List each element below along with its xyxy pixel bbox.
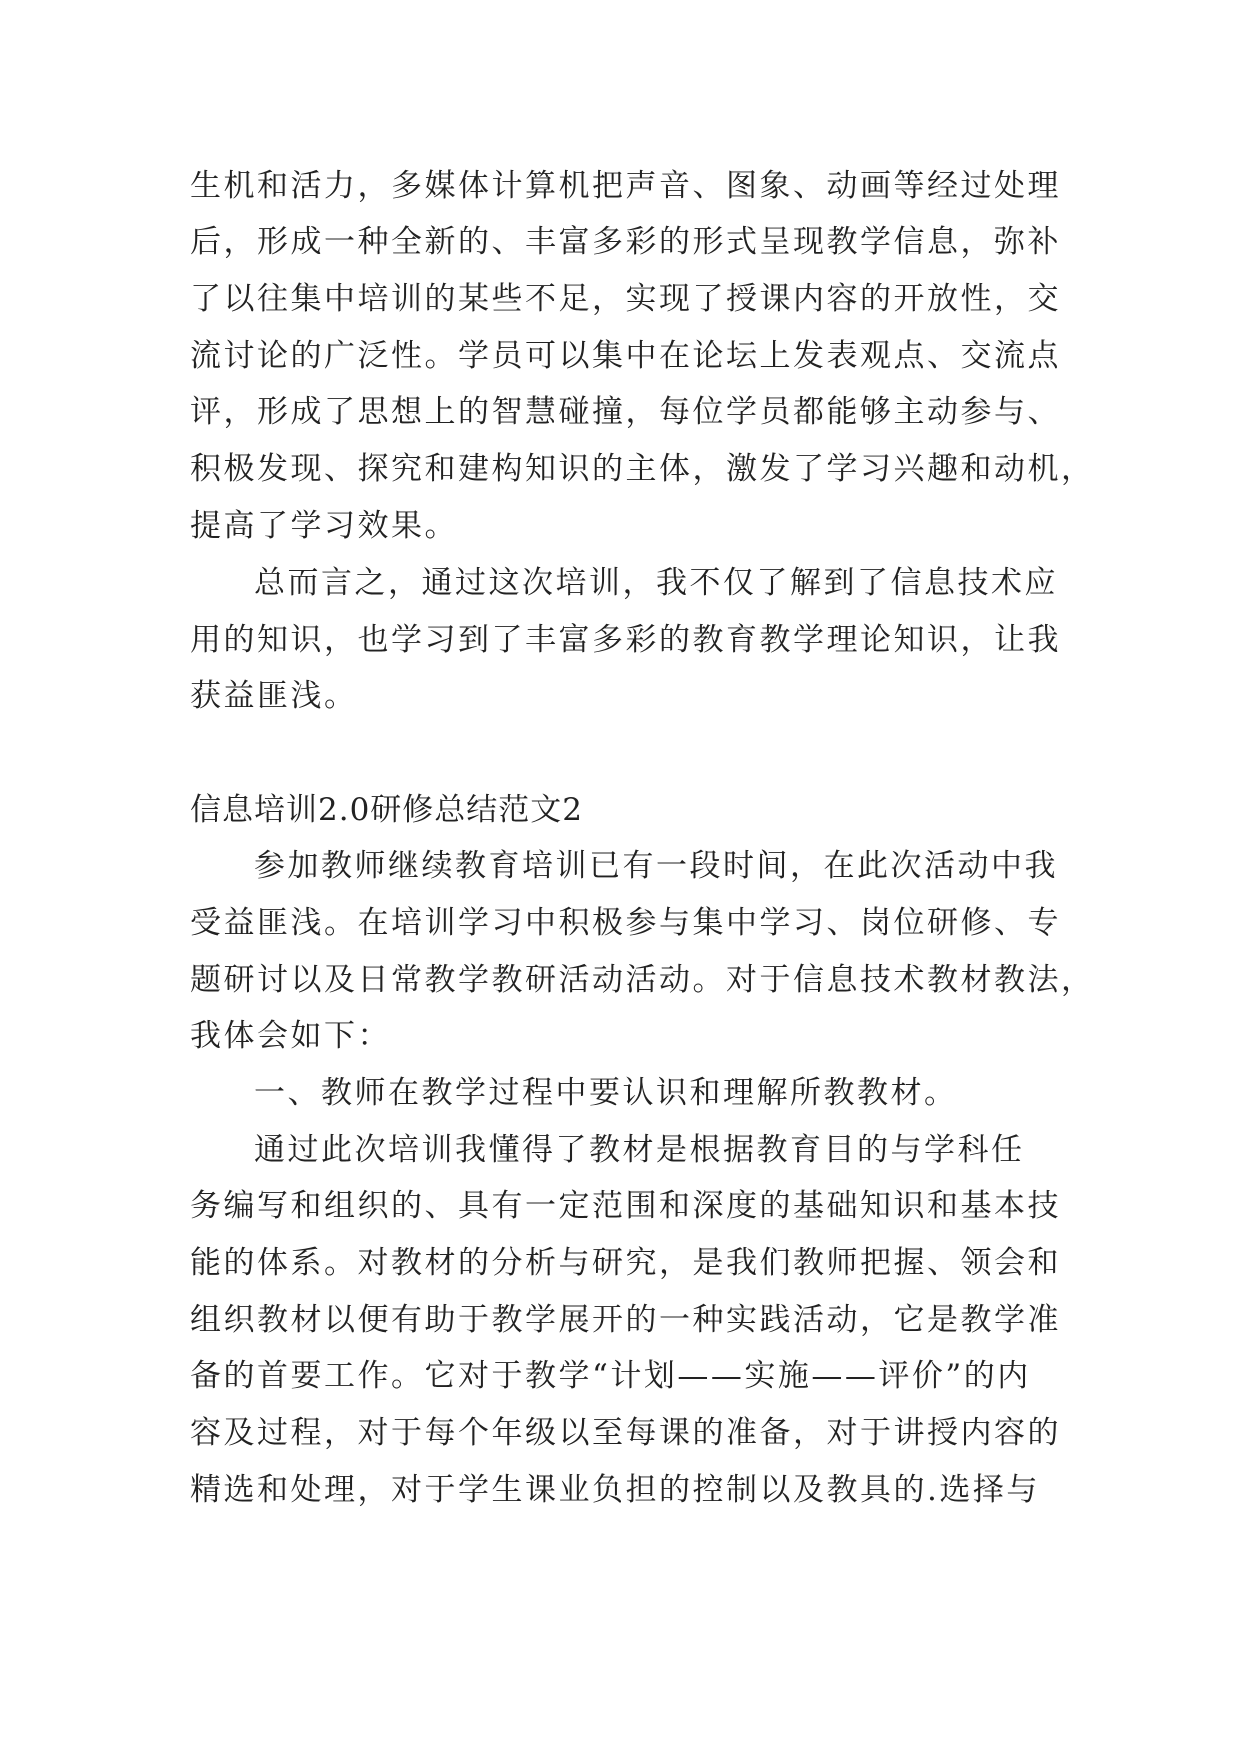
paragraph-line: 后，形成一种全新的、丰富多彩的形式呈现教学信息，弥补 — [190, 224, 1061, 260]
paragraph-line: 生机和活力，多媒体计算机把声音、图象、动画等经过处理 — [190, 168, 1061, 204]
paragraph-line: 评，形成了思想上的智慧碰撞，每位学员都能够主动参与、 — [190, 394, 1061, 430]
paragraph-line: 总而言之，通过这次培训，我不仅了解到了信息技术应 — [254, 565, 1058, 601]
paragraph-line: 提高了学习效果。 — [190, 508, 458, 544]
paragraph-line: 备的首要工作。它对于教学“计划——实施——评价”的内 — [190, 1358, 1031, 1394]
paragraph-line: 用的知识，也学习到了丰富多彩的教育教学理论知识，让我 — [190, 622, 1061, 658]
paragraph-line: 能的体系。对教材的分析与研究，是我们教师把握、领会和 — [190, 1245, 1061, 1281]
paragraph-line: 了以往集中培训的某些不足，实现了授课内容的开放性，交 — [190, 281, 1061, 317]
paragraph-line: 组织教材以便有助于教学展开的一种实践活动，它是教学准 — [190, 1302, 1061, 1338]
paragraph-line: 流讨论的广泛性。学员可以集中在论坛上发表观点、交流点 — [190, 338, 1061, 374]
paragraph-line: 积极发现、探究和建构知识的主体，激发了学习兴趣和动机， — [190, 451, 1095, 487]
paragraph-line: 获益匪浅。 — [190, 678, 358, 714]
paragraph-line: 题研讨以及日常教学教研活动活动。对于信息技术教材教法， — [190, 962, 1095, 998]
paragraph-line: 精选和处理，对于学生课业负担的控制以及教具的.选择与 — [190, 1472, 1040, 1508]
paragraph-line: 我体会如下： — [190, 1018, 391, 1054]
section-title: 信息培训2.0研修总结范文2 — [190, 792, 584, 828]
paragraph-line: 务编写和组织的、具有一定范围和深度的基础知识和基本技 — [190, 1188, 1061, 1224]
point-heading: 一、教师在教学过程中要认识和理解所教教材。 — [254, 1075, 958, 1111]
paragraph-line: 容及过程，对于每个年级以至每课的准备，对于讲授内容的 — [190, 1415, 1061, 1451]
paragraph-line: 参加教师继续教育培训已有一段时间，在此次活动中我 — [254, 848, 1058, 884]
paragraph-line: 通过此次培训我懂得了教材是根据教育目的与学科任 — [254, 1132, 1025, 1168]
paragraph-line: 受益匪浅。在培训学习中积极参与集中学习、岗位研修、专 — [190, 905, 1061, 941]
